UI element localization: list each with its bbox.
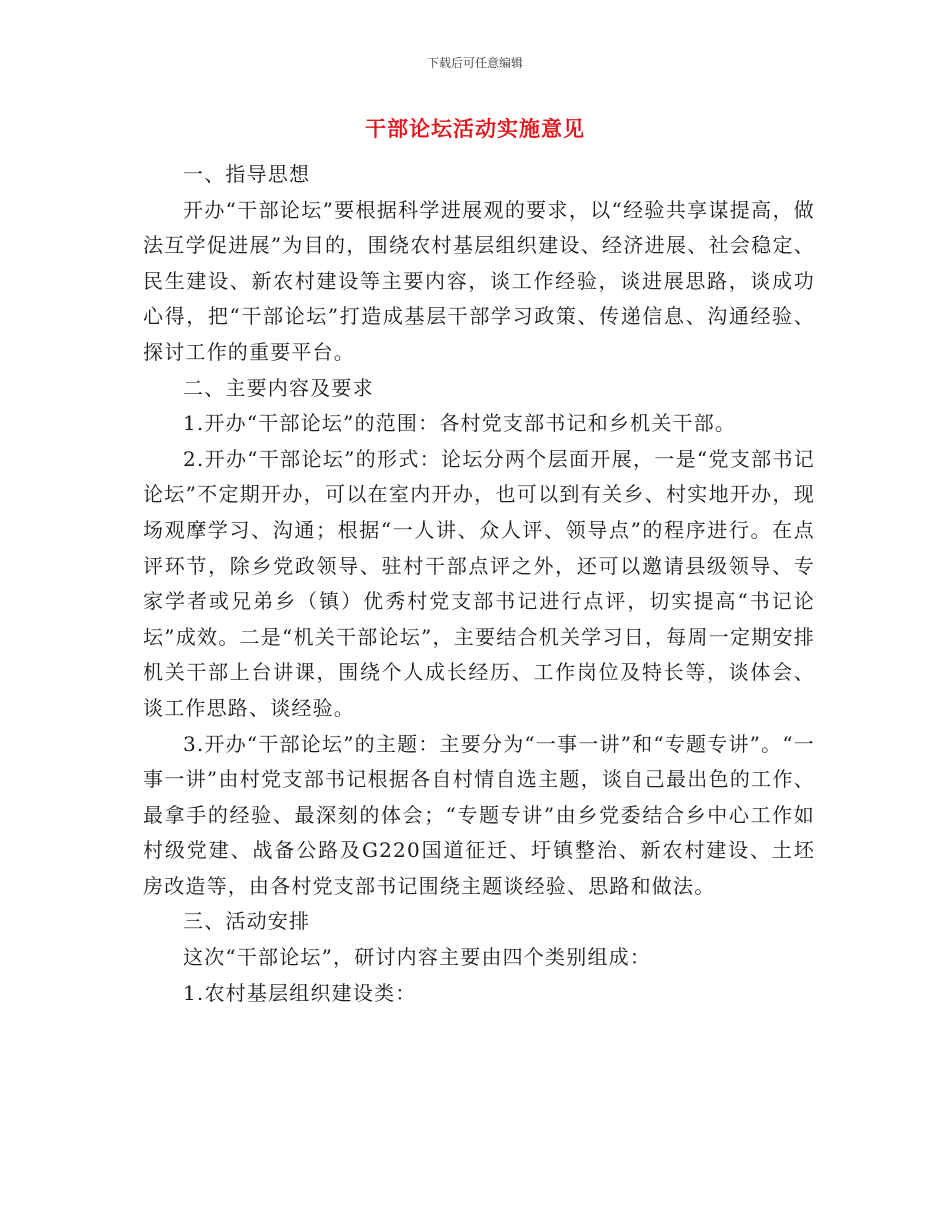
paragraph: 这次“干部论坛”，研讨内容主要由四个类别组成： [183, 945, 652, 970]
header-note: 下载后可任意编辑 [426, 56, 523, 70]
section-heading: 一、指导思想 [183, 162, 311, 186]
paragraph: 3.开办“干部论坛”的主题：主要分为“一事一讲”和“专题专讲”。“一事一讲”由村党支部书记根据各自村情自选主题，谈自己最出色的工作、最拿手的经验、最深刻的体会；“专题专讲”由乡党委结合乡中心工作如村级党建、战备公路及G220国道征迁、圩镇整治、新农村建设、土坯房改造等，由各村党支部书记围绕主题谈经验、思路和做法。 [143, 731, 815, 898]
document-title: 干部论坛活动实施意见 [365, 117, 585, 141]
section-heading: 三、活动安排 [183, 909, 311, 934]
paragraph: 1.开办“干部论坛”的范围：各村党支部书记和乡机关干部。 [183, 411, 737, 436]
paragraph: 2.开办“干部论坛”的形式：论坛分两个层面开展，一是“党支部书记论坛”不定期开办，可以在室内开办，也可以到有关乡、村实地开办，现场观摩学习、沟通；根据“一人讲、众人评、领导点”的程序进行。在点评环节，除乡党政领导、驻村干部点评之外，还可以邀请县级领导、专家学者或兄弟乡（镇）优秀村党支部书记进行点评，切实提高“书记论坛”成效。二是“机关干部论坛”，主要结合机关学习日，每周一定期安排机关干部上台讲课，围绕个人成长经历、工作岗位及特长等，谈体会、谈工作思路、谈经验。 [143, 446, 815, 720]
paragraph: 1.农村基层组织建设类： [183, 980, 417, 1005]
document-body [143, 157, 815, 1011]
section-heading: 二、主要内容及要求 [183, 375, 374, 400]
paragraph: 开办“干部论坛”要根据科学进展观的要求，以“经验共享谋提高，做法互学促进展”为目的，围绕农村基层组织建设、经济进展、社会稳定、民生建设、新农村建设等主要内容，谈工作经验，谈进展思路，谈成功心得，把“干部论坛”打造成基层干部学习政策、传递信息、沟通经验、探讨工作的重要平台。 [143, 197, 815, 364]
